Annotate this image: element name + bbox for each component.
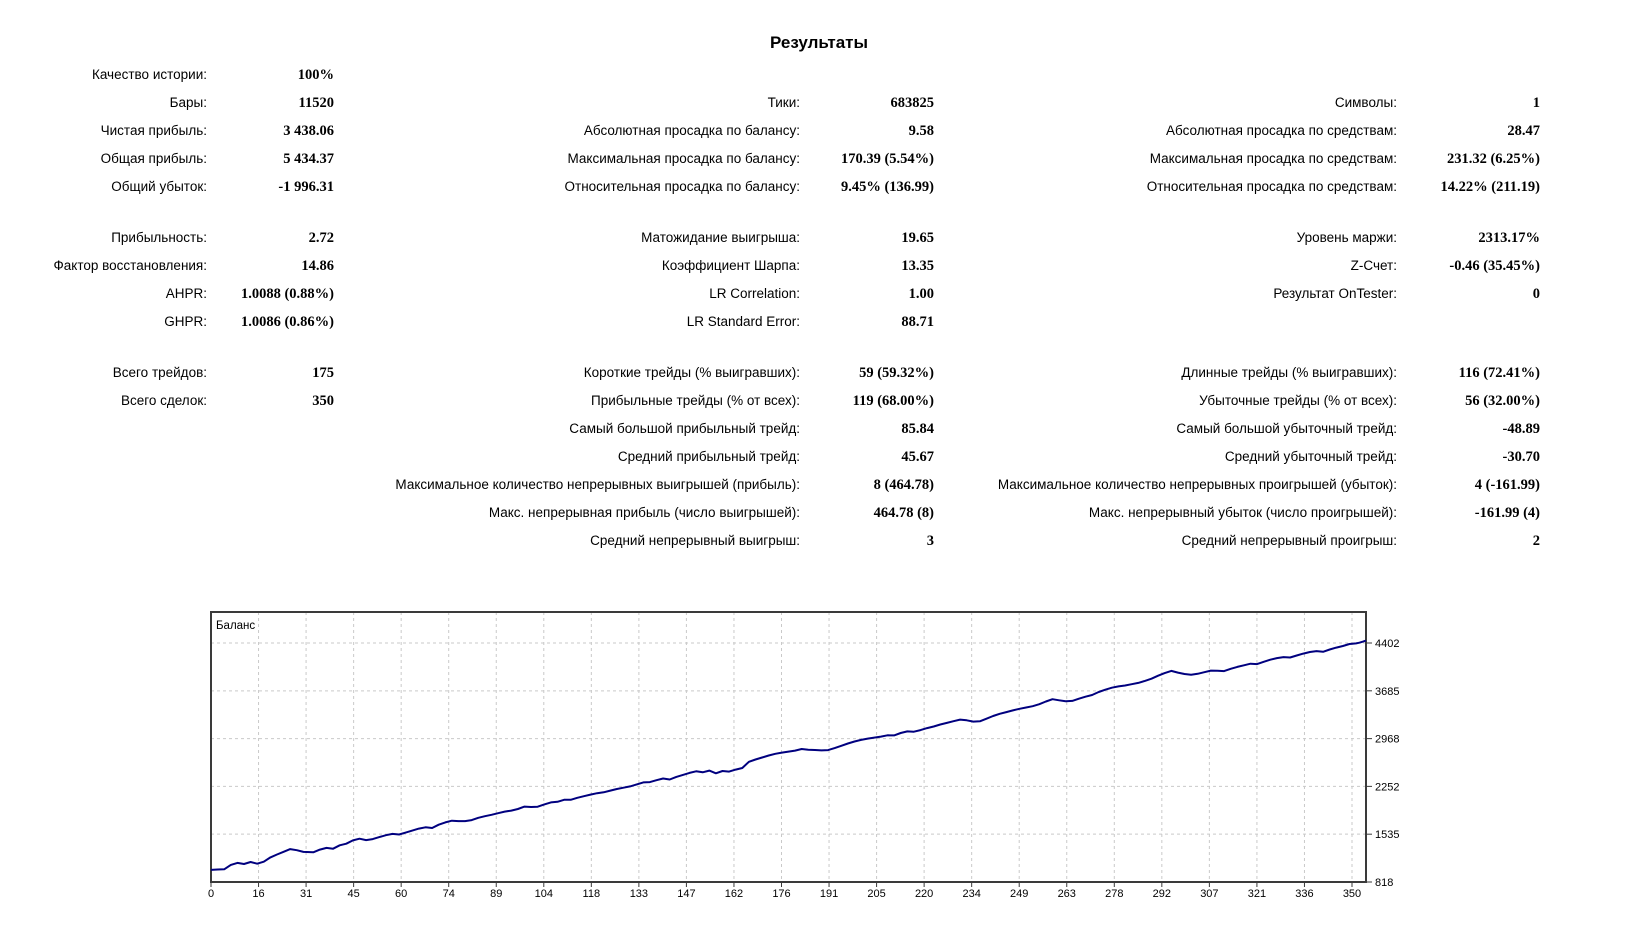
- x-tick-label: 321: [1247, 888, 1267, 900]
- results-stats-table: [0, 61, 1638, 555]
- stat-value: -48.89: [1502, 421, 1540, 437]
- stat-value: 3: [926, 533, 934, 549]
- stat-label: Уровень маржи:: [1296, 230, 1397, 245]
- stat-label: Результат OnTester:: [1273, 286, 1397, 301]
- stat-value: 88.71: [901, 314, 934, 330]
- stat-label: Самый большой убыточный трейд:: [1176, 421, 1397, 436]
- stat-label: Коэффициент Шарпа:: [661, 258, 800, 273]
- stat-label: LR Correlation:: [709, 286, 800, 301]
- stat-label: Общая прибыль:: [100, 151, 207, 166]
- stat-row: [0, 415, 1638, 443]
- stat-value: 14.22% (211.19): [1440, 179, 1540, 195]
- stat-value: 170.39 (5.54%): [840, 151, 934, 167]
- page-title: Результаты: [769, 33, 868, 52]
- stat-row: [0, 471, 1638, 499]
- y-tick-label: 1535: [1375, 829, 1400, 842]
- stat-label: Средний прибыльный трейд:: [617, 449, 800, 464]
- stat-label: Короткие трейды (% выигравших):: [583, 365, 800, 380]
- stat-label: Максимальное количество непрерывных проигрышей (убыток):: [997, 477, 1397, 492]
- stat-value: 85.84: [901, 421, 934, 437]
- stat-label: Фактор восстановления:: [53, 258, 207, 273]
- stat-value: 4 (-161.99): [1474, 477, 1540, 493]
- balance-chart: [203, 585, 1463, 915]
- stats-block-gap: [0, 201, 1638, 224]
- stat-label: Максимальная просадка по средствам:: [1149, 151, 1397, 166]
- chart-frame: [211, 612, 1366, 882]
- stat-label: Всего сделок:: [120, 393, 207, 408]
- stat-row: [0, 173, 1638, 201]
- stat-label: Матожидание выигрыша:: [641, 230, 800, 245]
- stat-value: 1.0086 (0.86%): [240, 314, 334, 330]
- x-tick-label: 191: [819, 888, 839, 900]
- stat-label: Бары:: [169, 95, 207, 110]
- x-tick-label: 60: [395, 888, 408, 900]
- y-tick-label: 3685: [1375, 685, 1400, 698]
- y-tick-label: 2968: [1375, 733, 1400, 746]
- stat-row: [0, 224, 1638, 252]
- stat-row: [0, 499, 1638, 527]
- stat-value: 59 (59.32%): [859, 365, 934, 381]
- x-tick-label: 249: [1010, 888, 1029, 900]
- stat-value: 350: [312, 393, 334, 409]
- stat-label: Абсолютная просадка по балансу:: [583, 123, 800, 138]
- stat-value: 9.45% (136.99): [840, 179, 934, 195]
- x-tick-label: 104: [534, 888, 553, 900]
- stat-label: Средний убыточный трейд:: [1224, 449, 1397, 464]
- stat-row: [0, 387, 1638, 415]
- stat-label: Качество истории:: [91, 67, 207, 82]
- stat-label: Прибыльные трейды (% от всех):: [591, 393, 800, 408]
- stat-value: -30.70: [1502, 449, 1540, 465]
- stat-value: 175: [312, 365, 334, 381]
- stat-row: [0, 280, 1638, 308]
- stat-value: 464.78 (8): [873, 505, 934, 521]
- stat-label: Всего трейдов:: [112, 365, 207, 380]
- stat-row: [0, 117, 1638, 145]
- stat-value: -1 996.31: [278, 179, 334, 195]
- x-tick-label: 292: [1152, 888, 1172, 900]
- stat-value: 5 434.37: [283, 151, 334, 167]
- stat-value: 119 (68.00%): [852, 393, 934, 409]
- stat-value: 1.0088 (0.88%): [240, 286, 334, 302]
- stat-label: Z-Счет:: [1350, 258, 1397, 273]
- stat-row: [0, 443, 1638, 471]
- stat-label: Общий убыток:: [111, 179, 207, 194]
- x-tick-label: 89: [490, 888, 503, 900]
- stat-label: Чистая прибыль:: [100, 123, 207, 138]
- stat-value: 3 438.06: [283, 123, 334, 139]
- stat-row: [0, 252, 1638, 280]
- stat-value: 0: [1532, 286, 1540, 302]
- stat-value: -161.99 (4): [1474, 505, 1540, 521]
- stat-label: Длинные трейды (% выигравших):: [1181, 365, 1397, 380]
- stat-label: Максимальная просадка по балансу:: [567, 151, 800, 166]
- stat-row: [0, 61, 1638, 89]
- x-tick-label: 336: [1295, 888, 1314, 900]
- stat-label: Абсолютная просадка по средствам:: [1166, 123, 1397, 138]
- y-tick-label: 2252: [1375, 781, 1400, 794]
- stat-value: -0.46 (35.45%): [1449, 258, 1540, 274]
- stat-value: 28.47: [1507, 123, 1540, 139]
- x-tick-label: 307: [1200, 888, 1219, 900]
- stat-value: 1: [1532, 95, 1540, 111]
- stat-row: [0, 527, 1638, 555]
- x-tick-label: 147: [677, 888, 696, 900]
- stat-label: Тики:: [767, 95, 800, 110]
- stat-label: Макс. непрерывный убыток (число проигрышей):: [1088, 505, 1397, 520]
- x-tick-label: 350: [1342, 888, 1362, 900]
- stat-row: [0, 145, 1638, 173]
- x-tick-label: 31: [299, 888, 313, 900]
- stat-label: GHPR:: [164, 314, 207, 329]
- x-tick-label: 16: [252, 888, 265, 900]
- stat-value: 45.67: [901, 449, 934, 465]
- balance-line: [211, 641, 1366, 870]
- x-tick-label: 220: [914, 888, 934, 900]
- stat-label: Относительная просадка по средствам:: [1146, 179, 1397, 194]
- stat-value: 2: [1532, 533, 1540, 549]
- stats-block-gap: [0, 336, 1638, 359]
- x-tick-label: 263: [1057, 888, 1076, 900]
- stat-label: LR Standard Error:: [686, 314, 800, 329]
- stat-value: 2.72: [308, 230, 334, 246]
- stat-value: 100%: [297, 67, 334, 83]
- stat-label: Прибыльность:: [111, 230, 207, 245]
- stat-row: [0, 359, 1638, 387]
- stat-label: Символы:: [1334, 95, 1397, 110]
- x-tick-label: 74: [442, 888, 455, 900]
- stat-label: Средний непрерывный выигрыш:: [590, 533, 800, 548]
- x-tick-label: 278: [1105, 888, 1124, 900]
- stat-value: 13.35: [901, 258, 934, 274]
- stat-label: AHPR:: [165, 286, 207, 301]
- stat-label: Убыточные трейды (% от всех):: [1199, 393, 1397, 408]
- x-tick-label: 45: [347, 888, 360, 900]
- stat-value: 116 (72.41%): [1458, 365, 1540, 381]
- stat-value: 683825: [890, 95, 934, 111]
- stat-value: 14.86: [301, 258, 334, 274]
- stat-row: [0, 89, 1638, 117]
- stat-label: Средний непрерывный проигрыш:: [1181, 533, 1397, 548]
- x-tick-label: 118: [582, 888, 601, 900]
- x-tick-label: 0: [207, 888, 215, 900]
- stat-value: 2313.17%: [1478, 230, 1540, 246]
- x-tick-label: 205: [867, 888, 886, 900]
- stat-value: 9.58: [908, 123, 934, 139]
- x-tick-label: 162: [724, 888, 744, 900]
- x-tick-label: 133: [629, 888, 649, 900]
- x-tick-label: 176: [772, 888, 791, 900]
- stat-value: 11520: [298, 95, 334, 111]
- stat-value: 231.32 (6.25%): [1446, 151, 1540, 167]
- y-tick-label: 4402: [1375, 638, 1400, 650]
- stat-label: Максимальное количество непрерывных выигрышей (прибыль):: [395, 477, 800, 492]
- stat-value: 56 (32.00%): [1465, 393, 1540, 409]
- stat-label: Макс. непрерывная прибыль (число выигрышей):: [488, 505, 800, 520]
- stat-value: 19.65: [901, 230, 934, 246]
- stat-row: [0, 308, 1638, 336]
- stat-label: Самый большой прибыльный трейд:: [569, 421, 800, 436]
- x-tick-label: 234: [962, 888, 981, 900]
- stat-value: 1.00: [908, 286, 934, 302]
- chart-series-label: Баланс: [216, 620, 256, 632]
- balance-chart-svg: [203, 585, 1463, 915]
- y-tick-label: 818: [1375, 877, 1394, 889]
- stat-value: 8 (464.78): [873, 477, 934, 493]
- stat-label: Относительная просадка по балансу:: [564, 179, 800, 194]
